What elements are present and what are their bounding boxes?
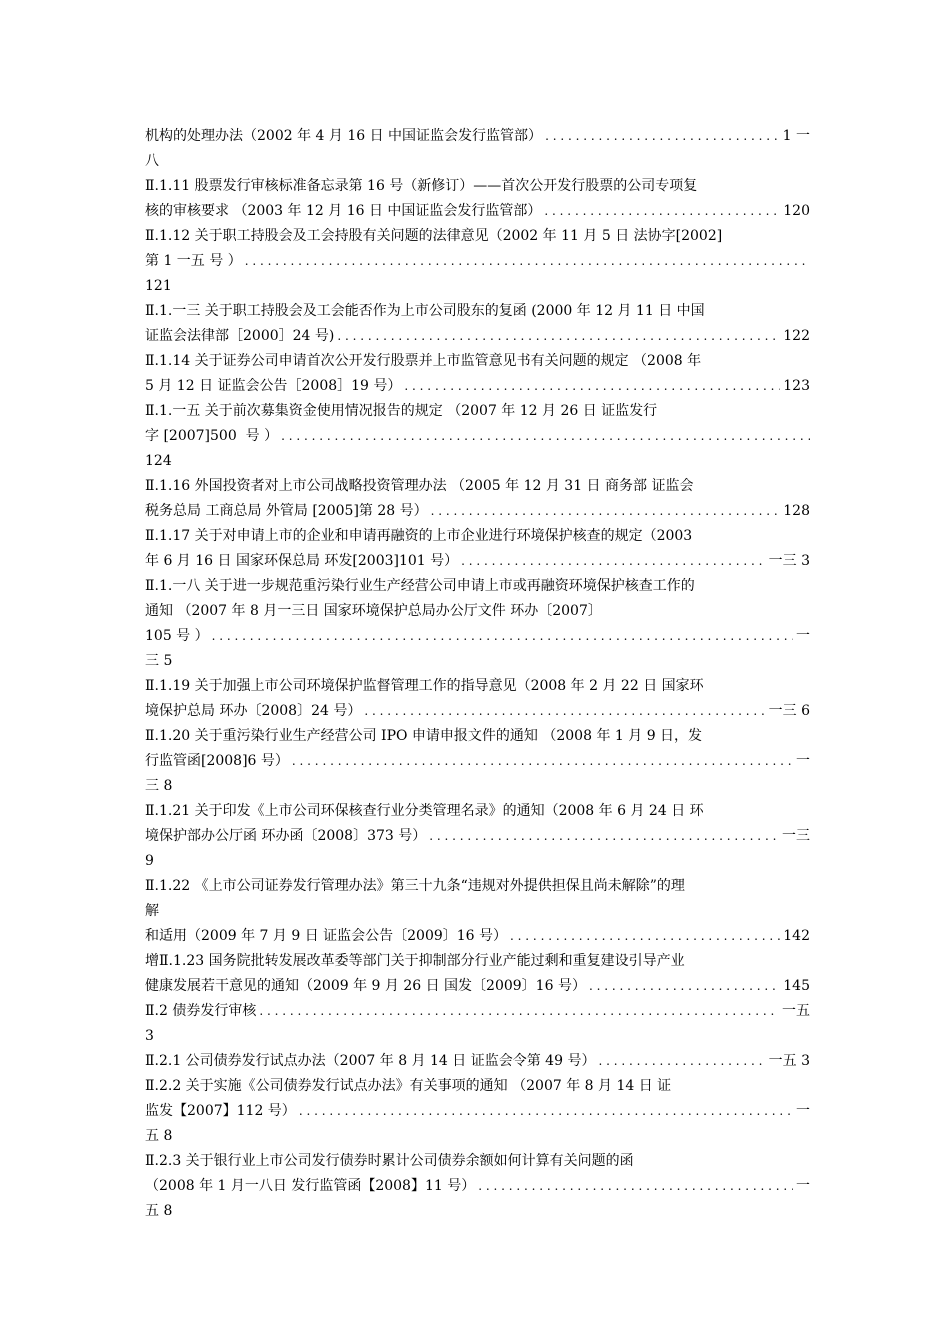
toc-page-number: 145 (783, 978, 810, 994)
toc-page-number: 122 (783, 328, 810, 344)
toc-entry-text: 证监会法律部［2000］24 号) (145, 328, 335, 344)
dot-leader (544, 199, 780, 224)
toc-line (145, 599, 810, 624)
toc-entry-text: 105 号 ） (145, 628, 209, 644)
toc-entry-text: Ⅱ.2.3 关于银行业上市公司发行债券时累计公司债券余额如何计算有关问题的函 (145, 1153, 634, 1169)
toc-line (145, 149, 810, 174)
toc-page-number: 1 一 (782, 128, 810, 144)
toc-line (145, 224, 810, 249)
toc-line (145, 949, 810, 974)
toc-line (145, 974, 810, 999)
toc-entry-text: 三 8 (145, 778, 173, 794)
toc-line (145, 1049, 810, 1074)
dot-leader (292, 749, 793, 774)
toc-line (145, 274, 810, 299)
toc-entry-text: 三 5 (145, 653, 173, 669)
toc-line (145, 574, 810, 599)
toc-entry-text: 解 (145, 903, 159, 919)
toc-line (145, 174, 810, 199)
dot-leader (212, 624, 793, 649)
toc-line (145, 999, 810, 1024)
dot-leader (404, 374, 780, 399)
dot-leader (478, 1174, 793, 1199)
toc-entry-text: 税务总局 工商总局 外管局 [2005]第 28 号） (145, 503, 428, 519)
toc-page-number: 一五 3 (768, 1053, 810, 1069)
toc-page-number: 一三 6 (768, 703, 810, 719)
toc-entry-text: Ⅱ.1.一八 关于进一步规范重污染行业生产经营公司申请上市或再融资环境保护核查工作的 (145, 578, 695, 594)
toc-page-number: 128 (783, 503, 810, 519)
toc-line (145, 674, 810, 699)
toc-page-number: 120 (783, 203, 810, 219)
toc-entry-text: 健康发展若干意见的通知（2009 年 9 月 26 日 国发〔2009〕16 号） (145, 978, 586, 994)
toc-entry-text: Ⅱ.1.17 关于对申请上市的企业和申请再融资的上市企业进行环境保护核查的规定（2003 (145, 528, 693, 544)
toc-entry-text: 行监管函[2008]6 号） (145, 753, 289, 769)
toc-entry-text: 境保护总局 环办〔2008〕24 号） (145, 703, 362, 719)
toc-entry-text: 五 8 (145, 1128, 173, 1144)
toc-entry-text: Ⅱ.1.14 关于证券公司申请首次公开发行股票并上市监管意见书有关问题的规定 （2008 年 (145, 353, 702, 369)
toc-entry-text: Ⅱ.1.一五 关于前次募集资金使用情况报告的规定 （2007 年 12 月 26 日 证监发行 (145, 403, 658, 419)
dot-leader (545, 124, 780, 149)
toc-page-number: 142 (783, 928, 810, 944)
toc-line (145, 699, 810, 724)
dot-leader (259, 999, 779, 1024)
toc-entry-text: 124 (145, 453, 172, 469)
dot-leader (337, 324, 780, 349)
toc-entry-text: Ⅱ.1.21 关于印发《上市公司环保核查行业分类管理名录》的通知（2008 年 6 月 24 日 环 (145, 803, 704, 819)
toc-entry-text: （2008 年 1 月一八日 发行监管函【2008】11 号） (145, 1178, 476, 1194)
toc-entry-text: 通知 （2007 年 8 月一三日 国家环境保护总局办公厅文件 环办〔2007〕 (145, 603, 602, 619)
toc-page-number: 一三 3 (768, 553, 810, 569)
toc-page-number: 一 (796, 1103, 810, 1119)
toc-line (145, 299, 810, 324)
toc-line (145, 724, 810, 749)
toc-line (145, 924, 810, 949)
toc-line (145, 824, 810, 849)
toc-entry-text: 境保护部办公厅函 环办函〔2008〕373 号） (145, 828, 427, 844)
toc-entry-text: Ⅱ.2 债券发行审核 (145, 1003, 257, 1019)
toc-line (145, 1149, 810, 1174)
toc-line (145, 874, 810, 899)
toc-entry-text: 和适用（2009 年 7 月 9 日 证监会公告〔2009〕16 号） (145, 928, 508, 944)
dot-leader (589, 974, 780, 999)
toc-line (145, 124, 810, 149)
toc-entry-text: 9 (145, 853, 154, 869)
dot-leader (510, 924, 780, 949)
toc-page-number: 123 (783, 378, 810, 394)
dot-leader (245, 249, 810, 274)
toc-line (145, 1099, 810, 1124)
toc-line (145, 524, 810, 549)
dot-leader (299, 1099, 793, 1124)
toc-entry-text: 八 (145, 153, 159, 169)
table-of-contents (145, 124, 810, 1224)
toc-entry-text: 核的审核要求 （2003 年 12 月 16 日 中国证监会发行监管部） (145, 203, 542, 219)
toc-page-number: 一三 (782, 828, 810, 844)
dot-leader (429, 824, 779, 849)
toc-entry-text: Ⅱ.1.16 外国投资者对上市公司战略投资管理办法 （2005 年 12 月 31 日 商务部 证监会 (145, 478, 694, 494)
toc-entry-text: 3 (145, 1028, 154, 1044)
toc-page-number: 一 (796, 753, 810, 769)
dot-leader (598, 1049, 765, 1074)
toc-entry-text: 监发【2007】112 号） (145, 1103, 296, 1119)
toc-line (145, 774, 810, 799)
dot-leader (364, 699, 765, 724)
toc-entry-text: Ⅱ.1.一三 关于职工持股会及工会能否作为上市公司股东的复函 (2000 年 12 月 11 日 中国 (145, 303, 705, 319)
toc-line (145, 1199, 810, 1224)
toc-line (145, 474, 810, 499)
dot-leader (281, 424, 810, 449)
toc-entry-text: Ⅱ.1.11 股票发行审核标准备忘录第 16 号（新修订）——首次公开发行股票的公司专项复 (145, 178, 698, 194)
toc-line (145, 424, 810, 449)
toc-line (145, 1074, 810, 1099)
toc-line (145, 249, 810, 274)
toc-entry-text: Ⅱ.1.19 关于加强上市公司环境保护监督管理工作的指导意见（2008 年 2 月 22 日 国家环 (145, 678, 704, 694)
toc-line (145, 849, 810, 874)
toc-line (145, 1124, 810, 1149)
toc-line (145, 499, 810, 524)
toc-line (145, 624, 810, 649)
toc-page-number: 一五 (782, 1003, 810, 1019)
toc-entry-text: Ⅱ.1.22 《上市公司证券发行管理办法》第三十九条“违规对外提供担保且尚未解除”的理 (145, 878, 685, 894)
toc-page-number: 一 (796, 628, 810, 644)
toc-line (145, 399, 810, 424)
toc-entry-text: 字 [2007]500 号 ） (145, 428, 279, 444)
toc-line (145, 1174, 810, 1199)
toc-entry-text: 年 6 月 16 日 国家环保总局 环发[2003]101 号） (145, 553, 459, 569)
toc-entry-text: Ⅱ.1.20 关于重污染行业生产经营公司 IPO 申请申报文件的通知 （2008 年 1 月 9 日，发 (145, 728, 703, 744)
toc-line (145, 649, 810, 674)
toc-entry-text: 5 月 12 日 证监会公告［2008］19 号） (145, 378, 402, 394)
toc-entry-text: 增Ⅱ.1.23 国务院批转发展改革委等部门关于抑制部分行业产能过剩和重复建设引导产业 (145, 953, 685, 969)
toc-line (145, 349, 810, 374)
toc-entry-text: 第 1 一五 号 ） (145, 253, 242, 269)
toc-page-number: 一 (796, 1178, 810, 1194)
toc-line (145, 549, 810, 574)
toc-entry-text: Ⅱ.2.1 公司债券发行试点办法（2007 年 8 月 14 日 证监会令第 49 号） (145, 1053, 596, 1069)
toc-line (145, 799, 810, 824)
toc-line (145, 199, 810, 224)
toc-line (145, 1024, 810, 1049)
toc-entry-text: 机构的处理办法（2002 年 4 月 16 日 中国证监会发行监管部） (145, 128, 543, 144)
toc-line (145, 449, 810, 474)
toc-line (145, 324, 810, 349)
dot-leader (431, 499, 781, 524)
toc-line (145, 899, 810, 924)
dot-leader (461, 549, 765, 574)
toc-line (145, 749, 810, 774)
toc-line (145, 374, 810, 399)
toc-entry-text: Ⅱ.2.2 关于实施《公司债券发行试点办法》有关事项的通知 （2007 年 8 月 14 日 证 (145, 1078, 672, 1094)
toc-entry-text: 五 8 (145, 1203, 173, 1219)
toc-entry-text: 121 (145, 278, 172, 294)
toc-entry-text: Ⅱ.1.12 关于职工持股会及工会持股有关问题的法律意见（2002 年 11 月 5 日 法协字[2002] (145, 228, 723, 244)
